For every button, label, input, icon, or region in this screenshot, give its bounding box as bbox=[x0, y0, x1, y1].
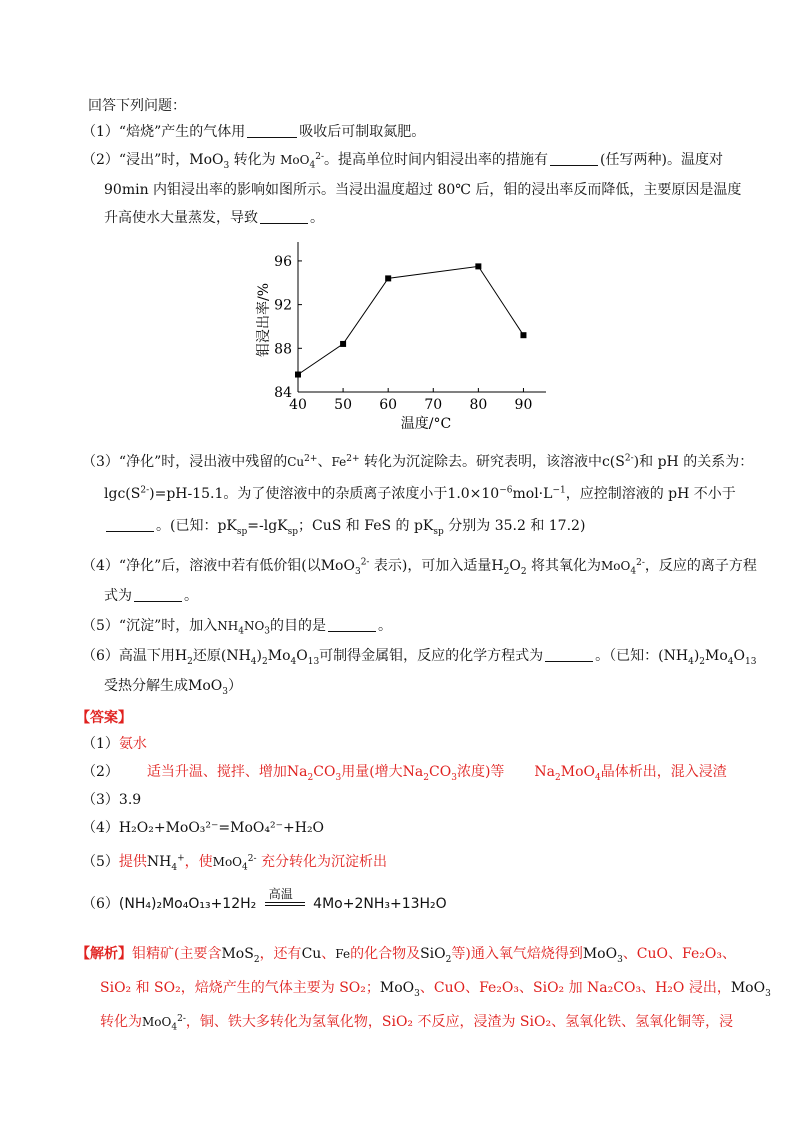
analysis-line-1: 【解析】钼精矿(主要含MoS$_2$，还有Cu、Fe的化合物及SiO$_2$等)通入氧气焙烧得到MoO$_3$、CuO、Fe₂O₃、 bbox=[76, 946, 736, 965]
analysis-line-3: 转化为MoO$_4^{2-}$，铜、铁大多转化为氢氧化物，SiO₂ 不反应，浸渣为 SiO₂、氢氧化铁、氢氧化铜等，浸 bbox=[100, 1014, 734, 1033]
answer-3: （3）3.9 bbox=[82, 792, 142, 808]
question-6-line2: 受热分解生成MoO$_3$） bbox=[104, 678, 242, 697]
x-tick-label: 60 bbox=[379, 397, 398, 413]
x-axis-label: 温度/°C bbox=[400, 416, 452, 432]
intro-text: 回答下列问题： bbox=[88, 98, 186, 114]
chart-axes bbox=[298, 242, 546, 392]
question-6: （6）高温下用$H_2$还原$(NH_4)_2Mo_4O_{13}$可制得金属钼，反应的化学方程式为 。（已知：$(NH_4)_2Mo_4O_{13}$ bbox=[82, 648, 757, 667]
question-4: （4）“净化”后，溶液中若有低价钼(以MoO$_3^{2-}$ 表示)，可加入适量$H_2O_2$ 将其氧化为MoO$_4^{2-}$，反应的离子方程 bbox=[82, 557, 757, 577]
equation-arrow: 高温 bbox=[265, 902, 305, 906]
answer-5: （5）提供$NH_4^+$，使MoO$_4^{2-}$ 充分转化为沉淀析出 bbox=[82, 853, 387, 873]
x-tick-label: 70 bbox=[424, 397, 443, 413]
x-tick-label: 90 bbox=[514, 397, 533, 413]
question-1: （1）“焙烧”产生的气体用 吸收后可制取氮肥。 bbox=[82, 124, 426, 140]
answer-6: （6）(NH₄)₂Mo₄O₁₃+12H₂ 高温 4Mo+2NH₃+13H₂O bbox=[82, 887, 447, 912]
leaching-rate-chart bbox=[250, 230, 550, 440]
data-point bbox=[295, 372, 301, 378]
answer-heading: 【答案】 bbox=[76, 710, 132, 726]
question-3-line2: $\lg c(S^{2-})=pH-15.1$。为了使溶液中的杂质离子浓度小于$1.0\times 10^{-6}mol\cdot L^{-1}$，应控制溶液的 pH 不小于 bbox=[104, 485, 736, 502]
data-point bbox=[340, 341, 346, 347]
answer-1: （1）氨水 bbox=[82, 736, 147, 752]
x-tick-label: 40 bbox=[289, 397, 307, 413]
question-5: （5）“沉淀”时，加入$NH_4NO_3$的目的是 。 bbox=[82, 618, 393, 637]
chart-ticks bbox=[274, 254, 532, 413]
data-point bbox=[385, 275, 391, 281]
y-tick-label: 84 bbox=[274, 385, 292, 401]
question-2: （2）“浸出”时，MoO$_3$ 转化为 MoO$_4^{2-}$。提高单位时间内钼浸出率的措施有 (任写两种)。温度对 bbox=[82, 152, 723, 171]
series-line bbox=[298, 266, 523, 374]
x-tick-label: 80 bbox=[469, 397, 488, 413]
question-3-line3: 。(已知：$pK_{sp}=-\lg K_{sp}$；CuS 和 FeS 的 $pK_{sp}$ 分别为 35.2 和 17.2) bbox=[104, 516, 585, 536]
analysis-line-2: SiO₂ 和 SO₂，焙烧产生的气体主要为 SO₂；MoO$_3$、CuO、Fe₂O₃、SiO₂ 加 Na₂CO₃、H₂O 浸出，MoO$_3$ bbox=[100, 980, 771, 999]
question-2-line2: 90min 内钼浸出率的影响如图所示。当浸出温度超过 80℃ 后，钼的浸出率反而降低，主要原因是温度 bbox=[104, 182, 742, 198]
question-3: （3）“净化”时，浸出液中残留的$Cu^{2+}$、$Fe^{2+}$ 转化为沉淀除去。研究表明，该溶液中$c(S^{2-})$和 pH 的关系为： bbox=[82, 453, 754, 470]
question-4-line2: 式为 。 bbox=[104, 588, 198, 604]
y-axis-label: 钼浸出率/% bbox=[256, 282, 272, 358]
y-tick-label: 88 bbox=[274, 341, 292, 358]
y-tick-label: 96 bbox=[274, 253, 292, 270]
data-point bbox=[520, 332, 526, 338]
data-point bbox=[475, 263, 481, 269]
x-tick-label: 50 bbox=[334, 397, 353, 413]
answer-4: （4）H₂O₂+MoO₃²⁻=MoO₄²⁻+H₂O bbox=[82, 820, 325, 836]
y-tick-label: 92 bbox=[274, 297, 292, 314]
question-2-line3: 升高使水大量蒸发，导致 。 bbox=[104, 210, 324, 226]
series-points bbox=[295, 263, 526, 377]
answer-2: （2） 适当升温、搅拌、增加$Na_2CO_3$用量(增大$Na_2CO_3$浓度)等 $Na_2MoO_4$晶体析出，混入浸渣 bbox=[82, 764, 727, 783]
